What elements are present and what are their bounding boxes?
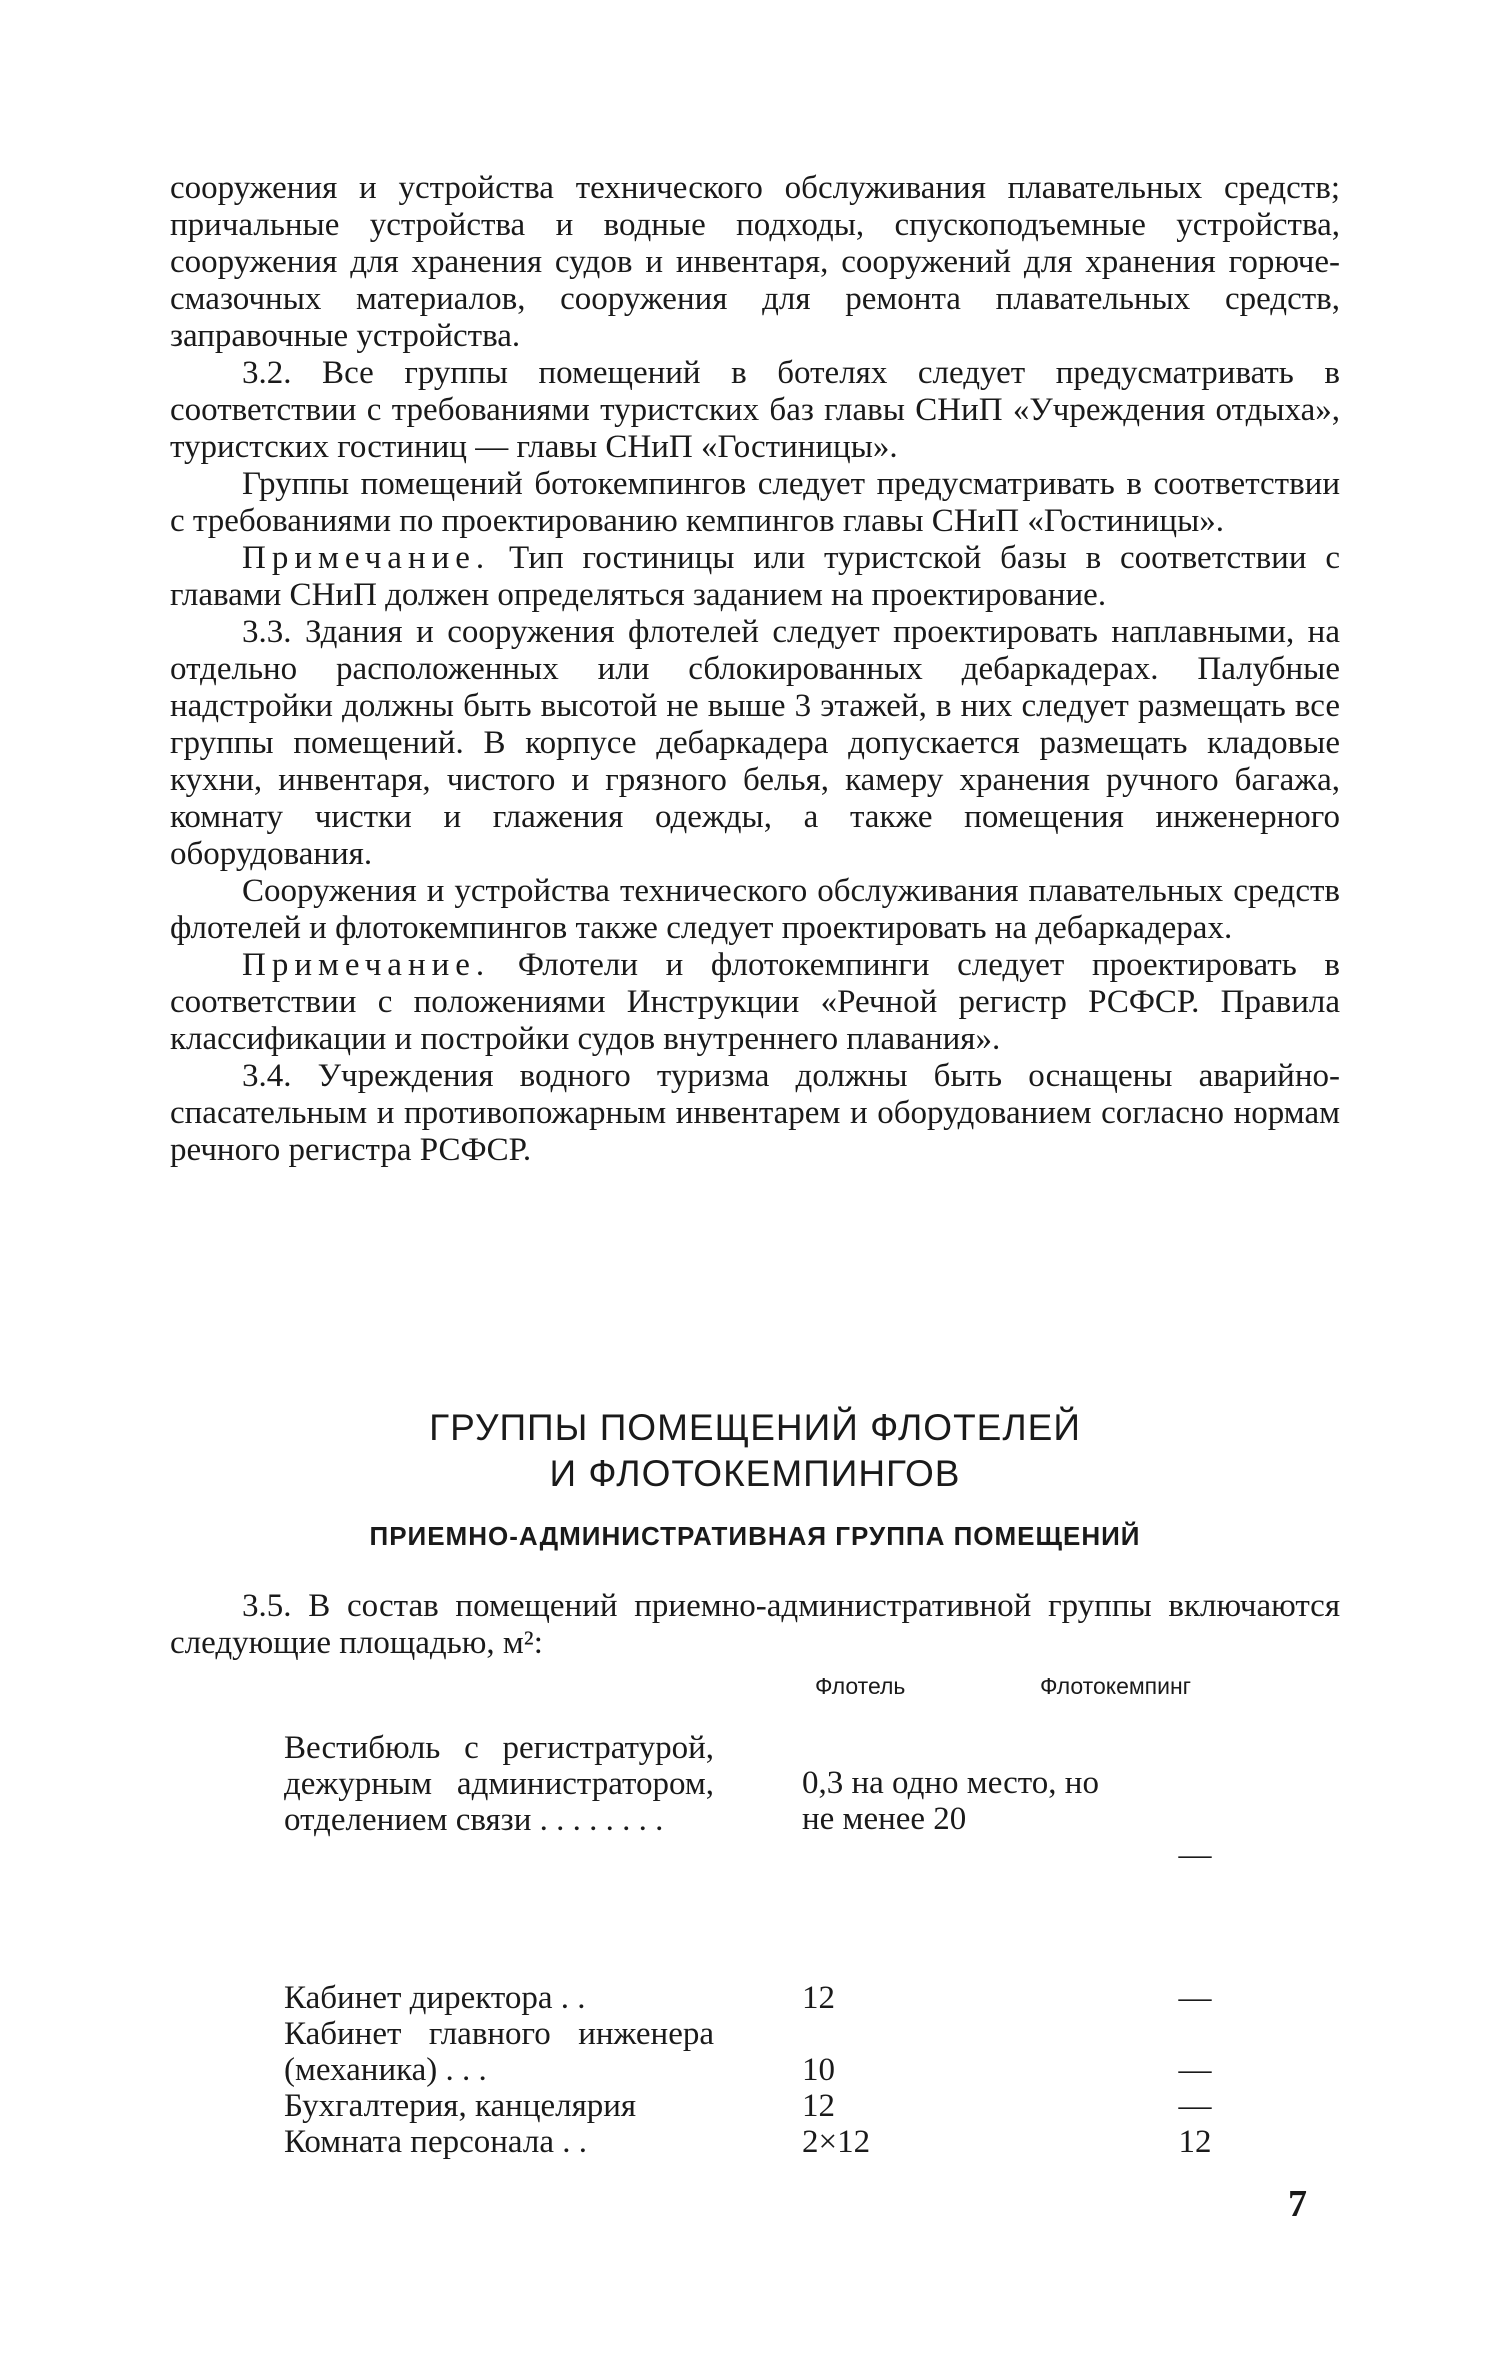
note-label: Примечание. (242, 947, 491, 983)
table-cell-room-name: Комната персонала . . (284, 2124, 587, 2160)
table-cell-flotocamping: 12 (1178, 2124, 1212, 2160)
table-cell-room-name: Кабинет директора . . (284, 1980, 586, 2016)
section-title-line: И ФЛОТОКЕМПИНГОВ (549, 1453, 961, 1494)
table-cell-flotel: 12 (802, 1980, 835, 2016)
note-text: Тип гостиницы или туристской базы в соответствии с главами СНиП должен определяться заданием на проектирование. (170, 540, 1340, 613)
section-title-line: ГРУППЫ ПОМЕЩЕНИЙ ФЛОТЕЛЕЙ (429, 1407, 1081, 1448)
table-cell-flotel: 2×12 (802, 2124, 871, 2160)
table-cell-room-name: Бухгалтерия, канцелярия (284, 2088, 637, 2124)
paragraph-3-5: 3.5. В состав помещений приемно-административной группы включаются следующие площадью, м²: (170, 1588, 1340, 1661)
table-cell-flotocamping: — (1178, 2088, 1212, 2124)
table-header-flotel: Флотель (815, 1673, 906, 1699)
table-header-flotocamping: Флотокемпинг (1040, 1673, 1192, 1699)
paragraph-structures: Сооружения и устройства технического обслуживания плавательных средств флотелей и флотокемпингов также следует проектировать на дебаркадерах. (170, 873, 1340, 946)
note-label: Примечание. (242, 540, 491, 576)
table-cell-flotocamping: — (1178, 1980, 1212, 2016)
table-cell-flotel: 12 (802, 2088, 835, 2124)
table-cell-flotel: 0,3 на одно место, но не менее 20 (802, 1765, 1099, 1837)
paragraph-3-4: 3.4. Учреждения водного туризма должны быть оснащены аварийно-спасательным и противопожарным инвентарем и оборудованием согласно нормам речного регистра РСФСР. (170, 1058, 1340, 1168)
paragraph-continuation: сооружения и устройства технического обслуживания плавательных средств; причальные устройства и водные подходы, спускоподъемные устройства, сооружения для хранения судов и инвентаря, сооружений для хранения горюче-смазочных материалов, сооружения для ремонта плавательных средств, заправочные устройства. (170, 170, 1340, 354)
note-text: Флотели и флотокемпинги следует проектировать в соответствии с положениями Инструкции «Речной регистр РСФСР. Правила классификации и постройки судов внутреннего плавания». (170, 947, 1341, 1057)
table-cell-flotel: 10 (802, 2052, 835, 2088)
table-cell-flotocamping: — (1178, 2052, 1212, 2088)
table-cell-flotocamping: — (1178, 1837, 1212, 1873)
paragraph-3-2: 3.2. Все группы помещений в ботелях следует предусматривать в соответствии с требованиями туристских баз главы СНиП «Учреждения отдыха», туристских гостиниц — главы СНиП «Гостиницы». (170, 355, 1340, 465)
table-cell-room-name: Кабинет главного инженера (механика) . . . (284, 2016, 714, 2088)
paragraph-3-3: 3.3. Здания и сооружения флотелей следует проектировать наплавными, на отдельно расположенных или сблокированных дебаркадерах. Палубные надстройки должны быть высотой не выше 3 этажей, в них следует размещать все группы помещений. В корпусе дебаркадера допускается размещать кладовые кухни, инвентаря, чистого и грязного белья, камеру хранения ручного багажа, комнату чистки и глажения одежды, а также помещения инженерного оборудования. (170, 614, 1340, 872)
page-number: 7 (1288, 2183, 1307, 2225)
table-cell-room-name: Вестибюль с регистратурой, дежурным администратором, отделением связи . . . . . . . . (284, 1730, 714, 1838)
subsection-title: ПРИЕМНО-АДМИНИСТРАТИВНАЯ ГРУППА ПОМЕЩЕНИЙ (369, 1521, 1141, 1551)
paragraph-botocamping: Группы помещений ботокемпингов следует предусматривать в соответствии с требованиями по проектированию кемпингов главы СНиП «Гостиницы». (170, 466, 1340, 539)
